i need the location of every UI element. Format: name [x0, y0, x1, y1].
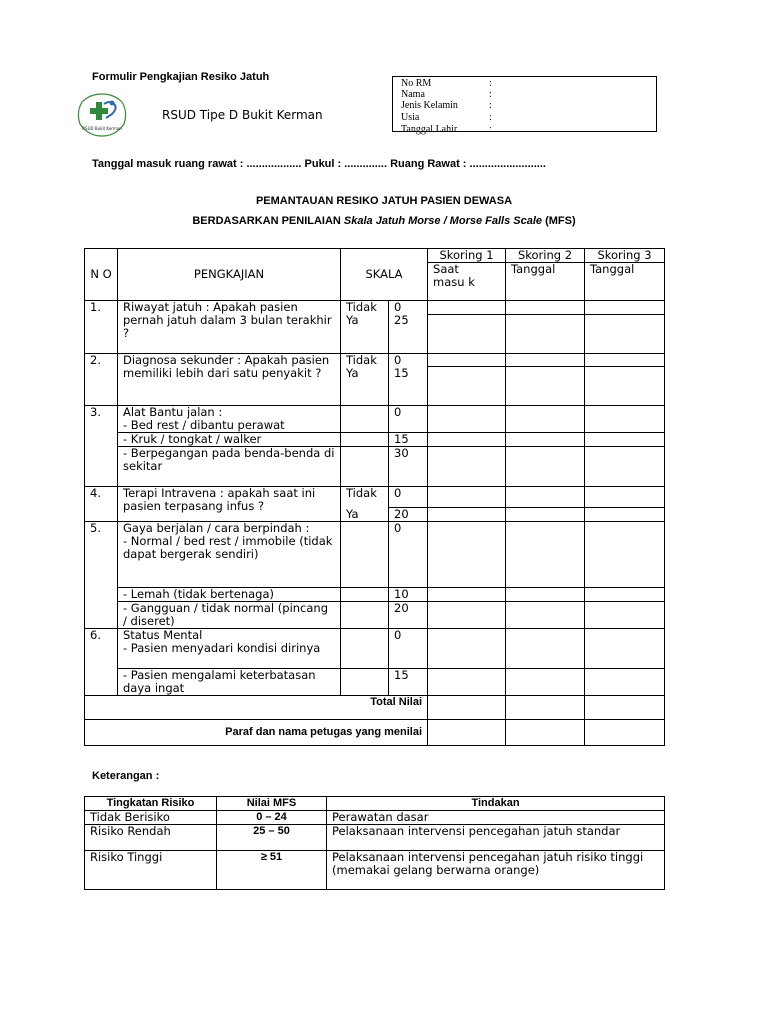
- item5-val2: 10: [389, 588, 428, 602]
- item2-score1b[interactable]: [428, 367, 506, 406]
- assessment-table: [84, 248, 665, 746]
- item5-score3b[interactable]: [585, 588, 665, 602]
- patient-id-box: [392, 76, 657, 135]
- item2-score2[interactable]: [506, 353, 585, 367]
- id-row-tanggal-lahir: Tanggal Lahir :: [401, 124, 492, 135]
- total-label: Total Nilai: [85, 696, 428, 720]
- item3-score2b[interactable]: [506, 433, 585, 447]
- form-title: Formulir Pengkajian Resiko Jatuh: [92, 71, 270, 83]
- item3-score1[interactable]: [428, 406, 506, 433]
- legend-row3-score: ≥ 51: [217, 851, 327, 890]
- total-score2[interactable]: [506, 696, 585, 720]
- item3-val1: 0: [389, 406, 428, 433]
- item3-val2: 15: [389, 433, 428, 447]
- item4-score3b[interactable]: [585, 508, 665, 522]
- paraf-score1[interactable]: [428, 720, 506, 746]
- item3-text: Alat Bantu jalan : - Bed rest / dibantu perawat: [118, 406, 341, 433]
- item5-score3c[interactable]: [585, 602, 665, 629]
- legend-row2-level: Risiko Rendah: [85, 825, 217, 851]
- item5-score2c[interactable]: [506, 602, 585, 629]
- item2-no: 2.: [85, 353, 118, 406]
- item4-val2: 20: [389, 508, 428, 522]
- hospital-logo: [76, 92, 128, 138]
- legend-header-action: Tindakan: [327, 797, 665, 811]
- legend-header-level: Tingkatan Risiko: [85, 797, 217, 811]
- item6-opt1: [341, 629, 389, 669]
- item6-sub2: - Pasien mengalami keterbatasan daya ingat: [118, 669, 341, 696]
- main-title: PEMANTAUAN RESIKO JATUH PASIEN DEWASA: [255, 195, 513, 207]
- item4-val1: 0: [389, 487, 428, 508]
- legend-row1-score: 0 – 24: [217, 811, 327, 825]
- keterangan-title: Keterangan :: [92, 770, 160, 782]
- item4-opt1: Tidak: [341, 487, 389, 508]
- item4-opt2: Ya: [341, 508, 389, 522]
- id-row-nama: Nama :: [401, 89, 492, 100]
- item1-opt2: Ya: [341, 314, 389, 353]
- item3-sub3: - Berpegangan pada benda-benda di sekitar: [118, 447, 341, 487]
- risk-legend-table: [84, 796, 665, 890]
- hospital-name: RSUD Tipe D Bukit Kerman: [162, 108, 323, 122]
- item3-score2c[interactable]: [506, 447, 585, 487]
- item3-score1b[interactable]: [428, 433, 506, 447]
- item1-score3[interactable]: [585, 301, 665, 315]
- total-score1[interactable]: [428, 696, 506, 720]
- item5-score3[interactable]: [585, 522, 665, 588]
- legend-row3-level: Risiko Tinggi: [85, 851, 217, 890]
- item5-opt3: [341, 602, 389, 629]
- item5-text: Gaya berjalan / cara berpindah : - Normal / bed rest / immobile (tidak dapat bergerak sendiri): [118, 522, 341, 588]
- item6-score2b[interactable]: [506, 669, 585, 696]
- sub-title: BERDASARKAN PENILAIAN Skala Jatuh Morse / Morse Falls Scale (MFS): [192, 215, 576, 227]
- item5-score2[interactable]: [506, 522, 585, 588]
- legend-row2-action: Pelaksanaan intervensi pencegahan jatuh standar: [327, 825, 665, 851]
- item1-score1[interactable]: [428, 301, 506, 315]
- item5-val1: 0: [389, 522, 428, 588]
- skoring2-sub: Tanggal: [506, 263, 585, 301]
- item2-score3[interactable]: [585, 353, 665, 367]
- item4-score1[interactable]: [428, 487, 506, 508]
- legend-row2-score: 25 – 50: [217, 825, 327, 851]
- item2-score1[interactable]: [428, 353, 506, 367]
- total-score3[interactable]: [585, 696, 665, 720]
- item1-score3b[interactable]: [585, 314, 665, 353]
- legend-header-score: Nilai MFS: [217, 797, 327, 811]
- svg-text:RSUD Bukit Kerman: RSUD Bukit Kerman: [82, 126, 122, 131]
- item5-val3: 20: [389, 602, 428, 629]
- legend-row1-action: Perawatan dasar: [327, 811, 665, 825]
- item1-text: Riwayat jatuh : Apakah pasien pernah jatuh dalam 3 bulan terakhir ?: [118, 301, 341, 354]
- item5-score2b[interactable]: [506, 588, 585, 602]
- item6-val2: 15: [389, 669, 428, 696]
- item6-score1b[interactable]: [428, 669, 506, 696]
- item3-score2[interactable]: [506, 406, 585, 433]
- item6-score3b[interactable]: [585, 669, 665, 696]
- col-skoring1-header: Skoring 1: [428, 249, 506, 263]
- item2-text: Diagnosa sekunder : Apakah pasien memiliki lebih dari satu penyakit ?: [118, 353, 341, 406]
- item3-opt2: [341, 433, 389, 447]
- item5-score1b[interactable]: [428, 588, 506, 602]
- item3-score3[interactable]: [585, 406, 665, 433]
- item5-sub3: - Gangguan / tidak normal (pincang / diseret): [118, 602, 341, 629]
- item1-opt1: Tidak: [341, 301, 389, 315]
- col-skoring3-header: Skoring 3: [585, 249, 665, 263]
- item1-score1b[interactable]: [428, 314, 506, 353]
- item5-opt2: [341, 588, 389, 602]
- item2-score3b[interactable]: [585, 367, 665, 406]
- legend-row3-action: Pelaksanaan intervensi pencegahan jatuh risiko tinggi (memakai gelang berwarna orange): [327, 851, 665, 890]
- item6-opt2: [341, 669, 389, 696]
- item4-no: 4.: [85, 487, 118, 522]
- item5-score1c[interactable]: [428, 602, 506, 629]
- col-pengkajian-header: PENGKAJIAN: [118, 249, 341, 301]
- item4-score3[interactable]: [585, 487, 665, 508]
- item2-score2b[interactable]: [506, 367, 585, 406]
- id-row-jenis-kelamin: Jenis Kelamin :: [401, 100, 492, 111]
- item1-val2: 25: [389, 314, 428, 353]
- item3-opt3: [341, 447, 389, 487]
- item3-opt1: [341, 406, 389, 433]
- id-row-no-rm: No RM :: [401, 78, 492, 89]
- skoring3-sub: Tanggal: [585, 263, 665, 301]
- item4-score2[interactable]: [506, 487, 585, 508]
- item6-score2[interactable]: [506, 629, 585, 669]
- col-skoring2-header: Skoring 2: [506, 249, 585, 263]
- item5-score1[interactable]: [428, 522, 506, 588]
- item3-score1c[interactable]: [428, 447, 506, 487]
- item1-val1: 0: [389, 301, 428, 315]
- item6-score1[interactable]: [428, 629, 506, 669]
- col-no-header: N O: [85, 249, 118, 301]
- legend-row1-level: Tidak Berisiko: [85, 811, 217, 825]
- skoring1-sub: Saat masu k: [428, 263, 506, 301]
- item6-text: Status Mental - Pasien menyadari kondisi dirinya: [118, 629, 341, 669]
- item4-score2b[interactable]: [506, 508, 585, 522]
- item5-sub2: - Lemah (tidak bertenaga): [118, 588, 341, 602]
- item1-no: 1.: [85, 301, 118, 354]
- item3-score3b[interactable]: [585, 433, 665, 447]
- admission-line: Tanggal masuk ruang rawat : .................. Pukul : .............. Ruang Rawat : .........................: [92, 158, 546, 170]
- id-row-usia: Usia :: [401, 112, 492, 123]
- item6-val1: 0: [389, 629, 428, 669]
- item4-score1b[interactable]: [428, 508, 506, 522]
- item2-val2: 15: [389, 367, 428, 406]
- item6-no: 6.: [85, 629, 118, 696]
- paraf-score2[interactable]: [506, 720, 585, 746]
- item3-sub2: - Kruk / tongkat / walker: [118, 433, 341, 447]
- item5-opt1: [341, 522, 389, 588]
- item6-score3[interactable]: [585, 629, 665, 669]
- item3-no: 3.: [85, 406, 118, 487]
- col-skala-header: SKALA: [341, 249, 428, 301]
- item2-opt2: Ya: [341, 367, 389, 406]
- item1-score2[interactable]: [506, 301, 585, 315]
- paraf-score3[interactable]: [585, 720, 665, 746]
- paraf-label: Paraf dan nama petugas yang menilai: [85, 720, 428, 746]
- item3-score3c[interactable]: [585, 447, 665, 487]
- item2-opt1: Tidak: [341, 353, 389, 367]
- item5-no: 5.: [85, 522, 118, 629]
- item2-val1: 0: [389, 353, 428, 367]
- item3-val3: 30: [389, 447, 428, 487]
- item1-score2b[interactable]: [506, 314, 585, 353]
- item4-text: Terapi Intravena : apakah saat ini pasien terpasang infus ?: [118, 487, 341, 522]
